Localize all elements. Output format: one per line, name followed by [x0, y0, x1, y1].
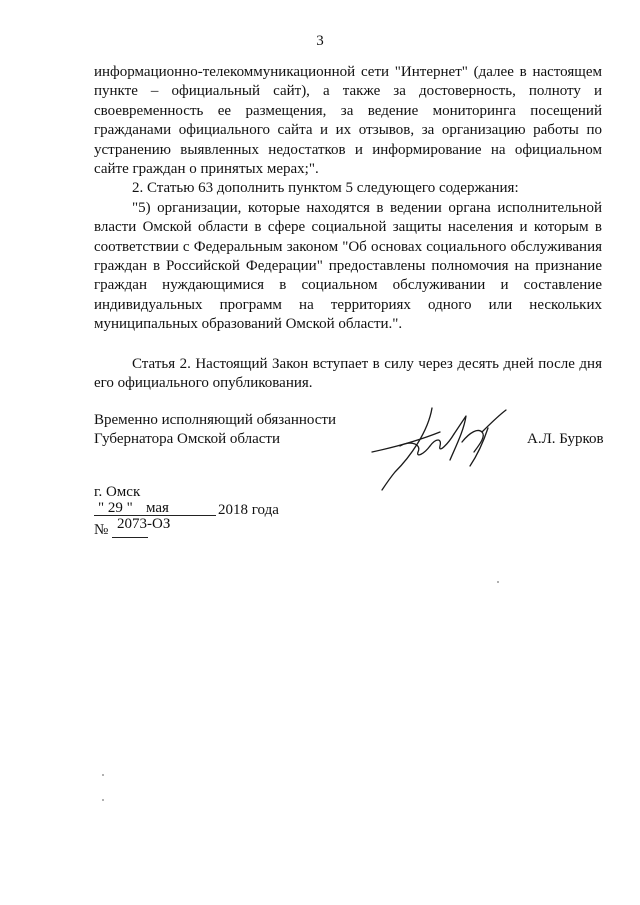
paragraph-item-2: 2. Статью 63 дополнить пунктом 5 следующего содержания:	[132, 180, 519, 197]
scan-speck	[102, 774, 104, 776]
date-year: 2018 года	[218, 502, 279, 518]
scan-speck	[102, 799, 104, 801]
law-number	[94, 516, 171, 538]
number-underline	[112, 537, 148, 538]
paragraph-article-2: Статья 2. Настоящий Закон вступает в силу через десять дней после дня его официального опубликования.	[94, 355, 602, 392]
handwritten-signature	[370, 402, 510, 494]
paragraph-item-5: "5) организации, которые находятся в ведении органа исполнительной власти Омской области в сфере социальной защиты населения и которым в соответствии с Федеральным законом "Об основах социального обслуживания граждан в Российской Федерации" предоставлены полномочия на признание граждан нуждающимися в социальном обслуживании и составление индивидуальных программ на территориях одного или нескольких муниципальных образований Омской области.".	[94, 199, 602, 333]
place-date-block	[94, 484, 279, 538]
signer-name: А.Л. Бурков	[527, 431, 604, 447]
page-number: 3	[316, 33, 324, 49]
body-text	[94, 63, 602, 394]
scan-speck	[497, 581, 499, 583]
number-sign: №	[94, 522, 109, 538]
paragraph-continuation: информационно-телекоммуникационной сети "Интернет" (далее в настоящем пункте – официальный сайт), а также за достоверность, полноту и своевременность ее размещения, за ведение мониторинга посещений гражданами официального сайта и их отзывов, за организацию работы по устранению выявленных недостатков и информирование на официальном сайте граждан о принятых мерах;".	[94, 64, 602, 178]
signatory-position-line-1: Временно исполняющий обязанности	[94, 412, 337, 428]
date-month: мая	[146, 500, 169, 516]
signatory-position-line-2: Губернатора Омской области	[94, 431, 280, 447]
date-day: " 29 "	[98, 500, 133, 516]
number-value: 2073-ОЗ	[117, 516, 171, 532]
signatory-position	[94, 411, 336, 449]
city: г. Омск	[94, 484, 141, 500]
signing-date	[94, 500, 279, 518]
